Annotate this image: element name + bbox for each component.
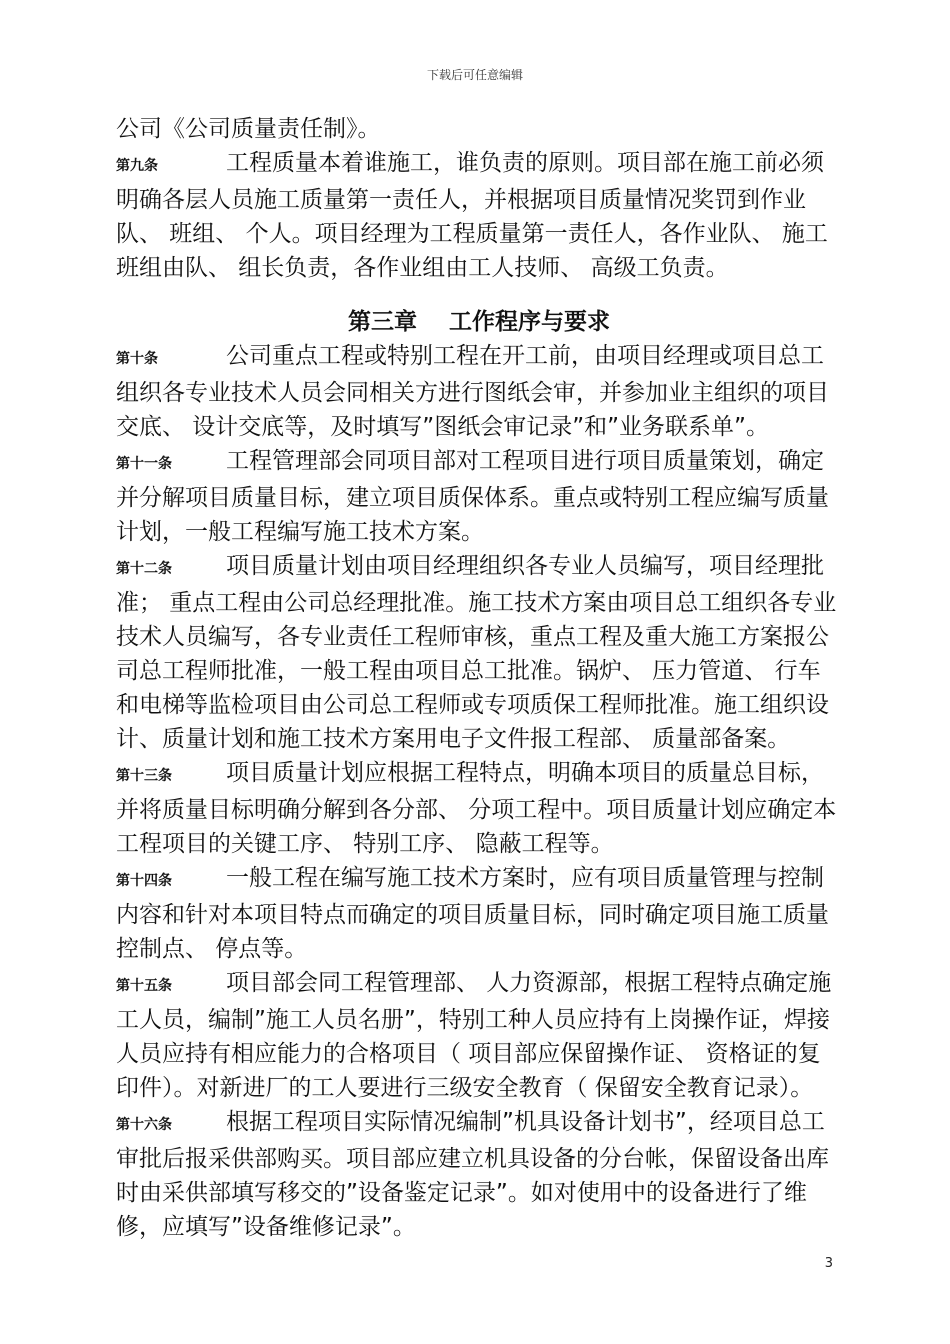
chapter-title: 第三章 工作程序与要求 [347, 309, 611, 335]
article-label: 第十二条 [116, 561, 172, 577]
article-13 [116, 756, 842, 861]
article-12 [116, 549, 842, 756]
page-number: 3 [824, 1256, 833, 1271]
article-label: 第十一条 [116, 456, 172, 472]
article-16 [116, 1105, 842, 1244]
article-text: 工程管理部会同项目部对工程项目进行项目质量策划，确定并分解项目质量目标，建立项目质保体系。重点或特别工程应编写质量计划，一般工程编写施工技术方案。 [116, 448, 829, 545]
article-text: 项目质量计划应根据工程特点，明确本项目的质量总目标，并将质量目标明确分解到各分部、 分项工程中。项目质量计划应确定本工程项目的关键工序、 特别工序、 隐蔽工程等。 [116, 760, 837, 857]
article-label: 第十条 [116, 351, 158, 367]
paragraph-continuation [116, 112, 842, 146]
article-label: 第九条 [116, 158, 158, 174]
article-9 [116, 146, 842, 285]
article-11 [116, 444, 842, 549]
article-15 [116, 966, 842, 1105]
article-label: 第十四条 [116, 873, 172, 889]
article-14 [116, 861, 842, 966]
article-label: 第十三条 [116, 768, 172, 784]
article-text: 工程质量本着谁施工，谁负责的原则。项目部在施工前必须明确各层人员施工质量第一责任人，并根据项目质量情况奖罚到作业队、 班组、 个人。项目经理为工程质量第一责任人，各作业队、 施工班组由队、 组长负责，各作业组由工人技师、 高级工负责。 [116, 150, 828, 281]
document-body [116, 112, 842, 1244]
paragraph-text: 公司《公司质量责任制》。 [116, 116, 381, 142]
article-text: 根据工程项目实际情况编制”机具设备计划书”，经项目总工审批后报采供部购买。项目部应建立机具设备的分台帐，保留设备出库时由采供部填写移交的”设备鉴定记录”。如对使用中的设备进行了维修，应填写”设备维修记录”。 [116, 1109, 829, 1240]
article-text: 公司重点工程或特别工程在开工前，由项目经理或项目总工组织各专业技术人员会同相关方进行图纸会审，并参加业主组织的项目交底、 设计交底等，及时填写”图纸会审记录”和”业务联系单”。 [116, 343, 829, 440]
article-label: 第十六条 [116, 1117, 172, 1133]
page-header: 下载后可任意编辑 [426, 68, 523, 82]
article-10 [116, 339, 842, 444]
article-text: 一般工程在编写施工技术方案时，应有项目质量管理与控制内容和针对本项目特点而确定的项目质量目标，同时确定项目施工质量控制点、 停点等。 [116, 865, 829, 962]
article-label: 第十五条 [116, 978, 172, 994]
article-text: 项目部会同工程管理部、 人力资源部，根据工程特点确定施工人员，编制”施工人员名册”，特别工种人员应持有上岗操作证，焊接人员应持有相应能力的合格项目（ 项目部应保留操作证、 资格证的复印件）。对新进厂的工人要进行三级安全教育（ 保留安全教育记录）。 [116, 970, 832, 1101]
article-text: 项目质量计划由项目经理组织各专业人员编写，项目经理批准； 重点工程由公司总经理批准。施工技术方案由项目总工组织各专业技术人员编写，各专业责任工程师审核，重点工程及重大施工方案报公司总工程师批准，一般工程由项目总工批准。锅炉、 压力管道、 行车和电梯等监检项目由公司总工程师或专项质保工程师批准。施工组织设计、质量计划和施工技术方案用电子文件报工程部、 质量部备案。 [116, 553, 837, 752]
